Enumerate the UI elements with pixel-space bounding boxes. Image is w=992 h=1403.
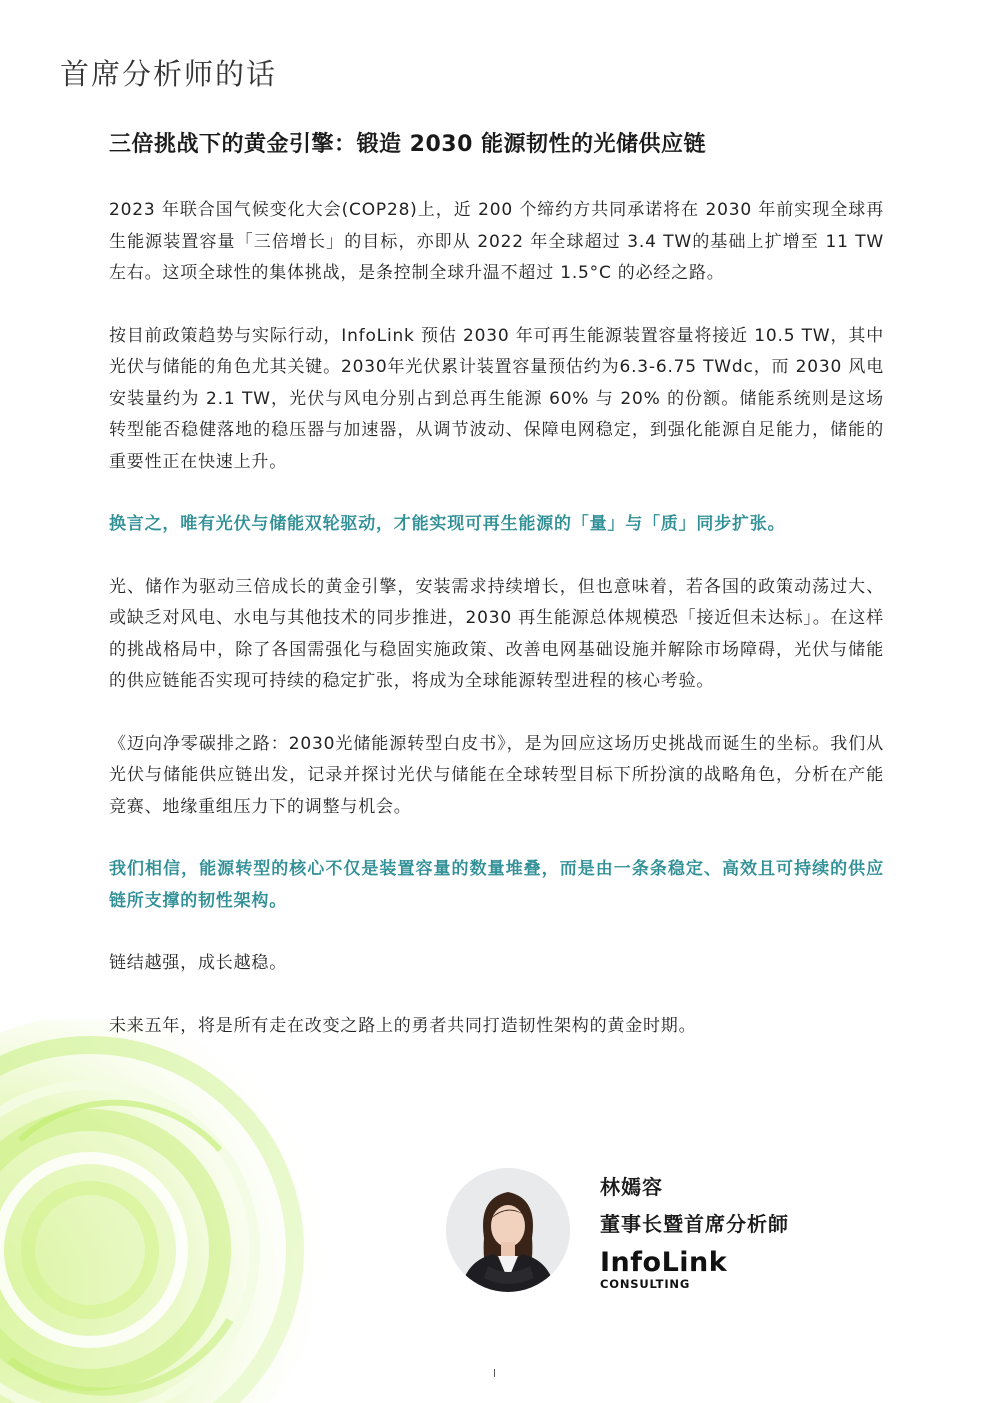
highlight-paragraph-1: 换言之，唯有光伏与储能双轮驱动，才能实现可再生能源的「量」与「质」同步扩张。 xyxy=(109,514,786,534)
page-marker xyxy=(494,1369,495,1377)
paragraph-4: 《迈向净零碳排之路：2030光储能源转型白皮书》，是为回应这场历史挑战而诞生的坐标。我们从光伏与储能供应链出发，记录并探讨光伏与储能在全球转型目标下所扮演的战略角色，分析在产能竞赛、地缘重组压力下的调整与机会。 xyxy=(109,733,884,817)
paragraph-1: 2023 年联合国气候变化大会(COP28)上，近 200 个缔约方共同承诺将在 2030 年前实现全球再生能源装置容量「三倍增长」的目标，亦即从 2022 年全球超过 3.4 TW的基础上扩增至 11 TW 左右。这项全球性的集体挑战，是条控制全球升温不超过 1.5°C 的必经之路。 xyxy=(109,200,884,283)
article-body xyxy=(109,195,884,1073)
paragraph-6: 未来五年，将是所有走在改变之路上的勇者共同打造韧性架构的黄金时期。 xyxy=(109,1015,697,1036)
author-name: 林嫣容 xyxy=(600,1175,663,1199)
author-signature xyxy=(446,1168,886,1298)
highlight-paragraph-2: 我们相信，能源转型的核心不仅是装置容量的数量堆叠，而是由一条条稳定、高效且可持续的供应链所支撑的韧性架构。 xyxy=(109,859,884,911)
decorative-green-rings xyxy=(0,1020,330,1403)
infolink-logo-subtitle: CONSULTING xyxy=(600,1277,691,1291)
section-title: 首席分析师的话 xyxy=(60,57,278,91)
author-title: 董事长暨首席分析師 xyxy=(600,1212,789,1236)
paragraph-5: 链结越强，成长越稳。 xyxy=(109,953,287,973)
article-headline: 三倍挑战下的黄金引擎：锻造 2030 能源韧性的光储供应链 xyxy=(109,132,707,157)
paragraph-2: 按目前政策趋势与实际行动，InfoLink 预估 2030 年可再生能源装置容量将接近 10.5 TW，其中光伏与储能的角色尤其关键。2030年光伏累计装置容量预估约为6.3-6.75 TWdc，而 2030 风电安装量约为 2.1 TW，光伏与风电分别占到总再生能源 60% 与 20% 的份额。储能系统则是这场转型能否稳健落地的稳压器与加速器，从调节波动、保障电网稳定，到强化能源自足能力，储能的重要性正在快速上升。 xyxy=(109,325,884,472)
person-portrait-icon xyxy=(446,1168,570,1292)
paragraph-3: 光、储作为驱动三倍成长的黄金引擎，安装需求持续增长，但也意味着，若各国的政策动荡过大、或缺乏对风电、水电与其他技术的同步推进，2030 再生能源总体规模恐「接近但未达标」。在这样的挑战格局中，除了各国需强化与稳固实施政策、改善电网基础设施并解除市场障碍，光伏与储能的供应链能否实现可持续的稳定扩张，将成为全球能源转型进程的核心考验。 xyxy=(109,576,884,691)
signature-text xyxy=(600,1174,789,1291)
infolink-logo: InfoLink xyxy=(600,1247,728,1278)
